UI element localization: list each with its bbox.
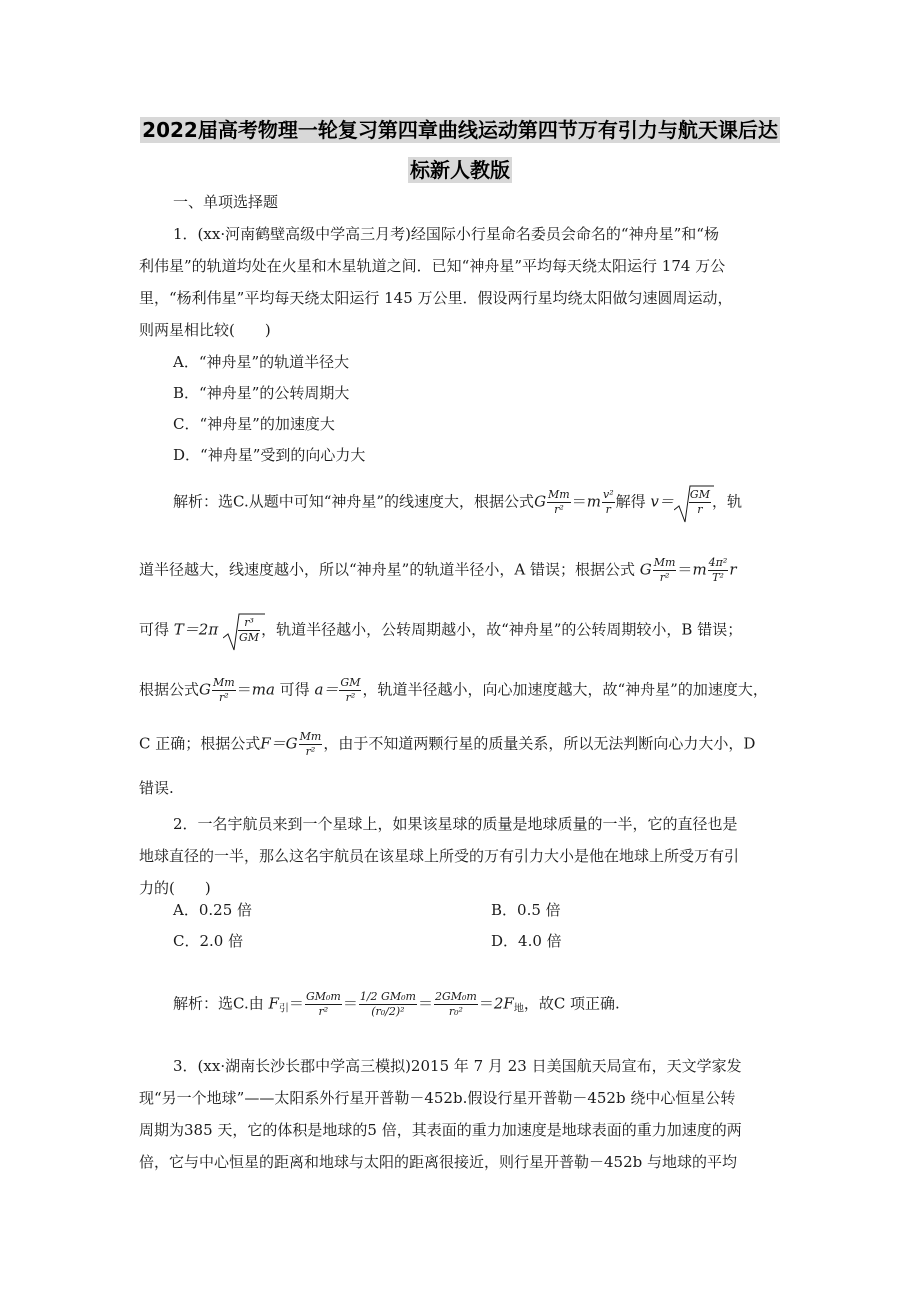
subscript: 地 [513, 1003, 524, 1015]
q2-option-b: B．0.5 倍 [491, 901, 561, 919]
equals: ＝ [478, 994, 494, 1013]
formula-symbol: a＝ [314, 680, 339, 699]
formula-symbol: 2F [493, 994, 514, 1013]
q1-analysis-line-3 [139, 616, 781, 645]
q1-option-d: D．“神舟星”受到的向心力大 [173, 446, 366, 464]
fraction [434, 990, 478, 1019]
fraction [547, 488, 571, 517]
analysis-text: 道半径越大，线速度越小，所以“神舟星”的轨道半径小，A 错误；根据公式 [139, 560, 635, 579]
equals: ＝ [417, 994, 433, 1013]
q3-line-3: 周期为385 天，它的体积是地球的5 倍，其表面的重力加速度是地球表面的重力加速度的两 [139, 1121, 742, 1139]
numerator: v² [603, 488, 614, 501]
denominator: r² [305, 1004, 342, 1019]
formula-symbol: F＝ [260, 734, 286, 753]
numerator: GM₀m [305, 990, 341, 1003]
formula-symbol: v＝ [650, 492, 674, 511]
sqrt-icon [223, 612, 265, 652]
q2-analysis [173, 990, 781, 1022]
equals: ＝ [288, 994, 304, 1013]
denominator: r² [212, 690, 236, 705]
denominator: r [689, 502, 711, 517]
denominator: T² [708, 570, 729, 585]
denominator: GM [239, 631, 260, 644]
fraction [212, 676, 236, 705]
analysis-text: ，轨道半径越小，向心加速度越大，故“神舟星”的加速度大， [362, 680, 768, 699]
fraction [708, 556, 729, 585]
numerator: Mm [548, 488, 570, 501]
q1-option-c: C．“神舟星”的加速度大 [173, 415, 335, 433]
denominator: r₀² [434, 1004, 478, 1019]
q2-option-a: A．0.25 倍 [173, 901, 252, 919]
q1-option-a: A．“神舟星”的轨道半径大 [173, 353, 350, 371]
formula-symbol: F [268, 994, 279, 1013]
q1-analysis-line-2 [139, 556, 781, 585]
denominator: r [602, 502, 615, 517]
fraction [299, 730, 323, 759]
formula-symbol: G [199, 680, 211, 699]
title-line-1: 2022届高考物理一轮复习第四章曲线运动第四节万有引力与航天课后达 [142, 118, 778, 142]
formula-symbol: G [285, 734, 298, 753]
document-title [128, 110, 792, 190]
fraction [339, 676, 361, 705]
numerator: 2GM₀m [434, 990, 477, 1003]
numerator: GM [340, 676, 361, 689]
denominator: r² [653, 570, 677, 585]
subscript: 引 [278, 1003, 289, 1015]
fraction [653, 556, 677, 585]
equals: ＝ [236, 680, 252, 699]
section-heading: 一、单项选择题 [173, 193, 279, 211]
analysis-text: 解析：选C.由 [173, 994, 264, 1013]
analysis-text: ，由于不知道两颗行星的质量关系，所以无法判断向心力大小，D [323, 734, 756, 753]
q2-line-1: 2．一名宇航员来到一个星球上，如果该星球的质量是地球质量的一半，它的直径也是 [173, 815, 738, 833]
formula-symbol: T＝2π [173, 620, 219, 639]
fraction [359, 990, 417, 1019]
q1-option-b: B．“神舟星”的公转周期大 [173, 384, 350, 402]
numerator: 4π² [708, 556, 728, 569]
denominator: r² [339, 690, 361, 705]
analysis-text: 根据公式 [139, 680, 200, 699]
q1-line-2: 利伟星”的轨道均处在火星和木星轨道之间．已知“神舟星”平均每天绕太阳运行 174 万公 [139, 257, 726, 275]
half: 1/2 [359, 990, 378, 1003]
q3-line-1: 3．(xx·湖南长沙长郡中学高三模拟)2015 年 7 月 23 日美国航天局宣布，天文学家发 [173, 1057, 742, 1075]
q1-analysis-line-1 [173, 488, 781, 517]
analysis-text: ，轨 [711, 492, 742, 511]
sqrt-icon [674, 484, 714, 524]
numerator: Mm [213, 676, 235, 689]
q2-option-d: D．4.0 倍 [491, 932, 562, 950]
analysis-text: 解得 [615, 492, 646, 511]
formula-symbol: G [639, 560, 652, 579]
numerator: GM [689, 488, 710, 501]
title-line-2: 标新人教版 [410, 158, 510, 182]
q2-option-c: C．2.0 倍 [173, 932, 244, 950]
equals: ＝ [342, 994, 358, 1013]
analysis-text: ，轨道半径越小，公转周期越小，故“神舟星”的公转周期较小，B 错误； [261, 620, 743, 639]
sqrt [674, 488, 712, 517]
q1-analysis-line-5 [139, 730, 781, 759]
q2-line-2: 地球直径的一半，那么这名宇航员在该星球上所受的万有引力大小是他在地球上所受万有引 [139, 847, 740, 865]
denominator: r² [299, 744, 323, 759]
fraction [305, 990, 342, 1019]
q3-line-4: 倍，它与中心恒星的距离和地球与太阳的距离很接近，则行星开普勒－452b 与地球的平均 [139, 1153, 738, 1171]
formula-symbol: r [729, 560, 737, 579]
formula-symbol: GM₀m [381, 990, 416, 1003]
q2-line-3: 力的( ) [139, 879, 211, 897]
formula-symbol: m [586, 492, 601, 511]
formula-symbol: ma [251, 680, 275, 699]
formula-symbol: G [534, 492, 547, 511]
denominator: (r₀/2)² [359, 1004, 417, 1019]
q1-line-4: 则两星相比较( ) [139, 321, 271, 339]
numerator: Mm [299, 730, 322, 743]
analysis-text: 可得 [279, 680, 310, 699]
numerator [359, 990, 417, 1004]
equals: ＝ [571, 492, 587, 511]
formula-symbol: m [692, 560, 707, 579]
analysis-text: 解析：选C.从题中可知“神舟星”的线速度大，根据公式 [173, 492, 535, 511]
q1-line-1: 1．(xx·河南鹤壁高级中学高三月考)经国际小行星命名委员会命名的“神舟星”和“杨 [173, 225, 719, 243]
analysis-text: 可得 [139, 620, 170, 639]
numerator: Mm [653, 556, 676, 569]
q1-line-3: 里，“杨利伟星”平均每天绕太阳运行 145 万公里．假设两行星均绕太阳做匀速圆周运动， [139, 289, 733, 307]
analysis-text: C 正确；根据公式 [139, 734, 261, 753]
q1-analysis-line-4 [139, 676, 781, 705]
analysis-text: ，故C 项正确. [523, 994, 620, 1013]
q3-line-2: 现“另一个地球”——太阳系外行星开普勒－452b.假设行星开普勒－452b 绕中心恒星公转 [139, 1089, 736, 1107]
q1-analysis-line-6: 错误. [139, 779, 174, 797]
numerator: r³ [244, 616, 254, 629]
denominator: r² [547, 502, 571, 517]
equals: ＝ [677, 560, 693, 579]
sqrt [223, 616, 261, 645]
fraction [602, 488, 615, 517]
